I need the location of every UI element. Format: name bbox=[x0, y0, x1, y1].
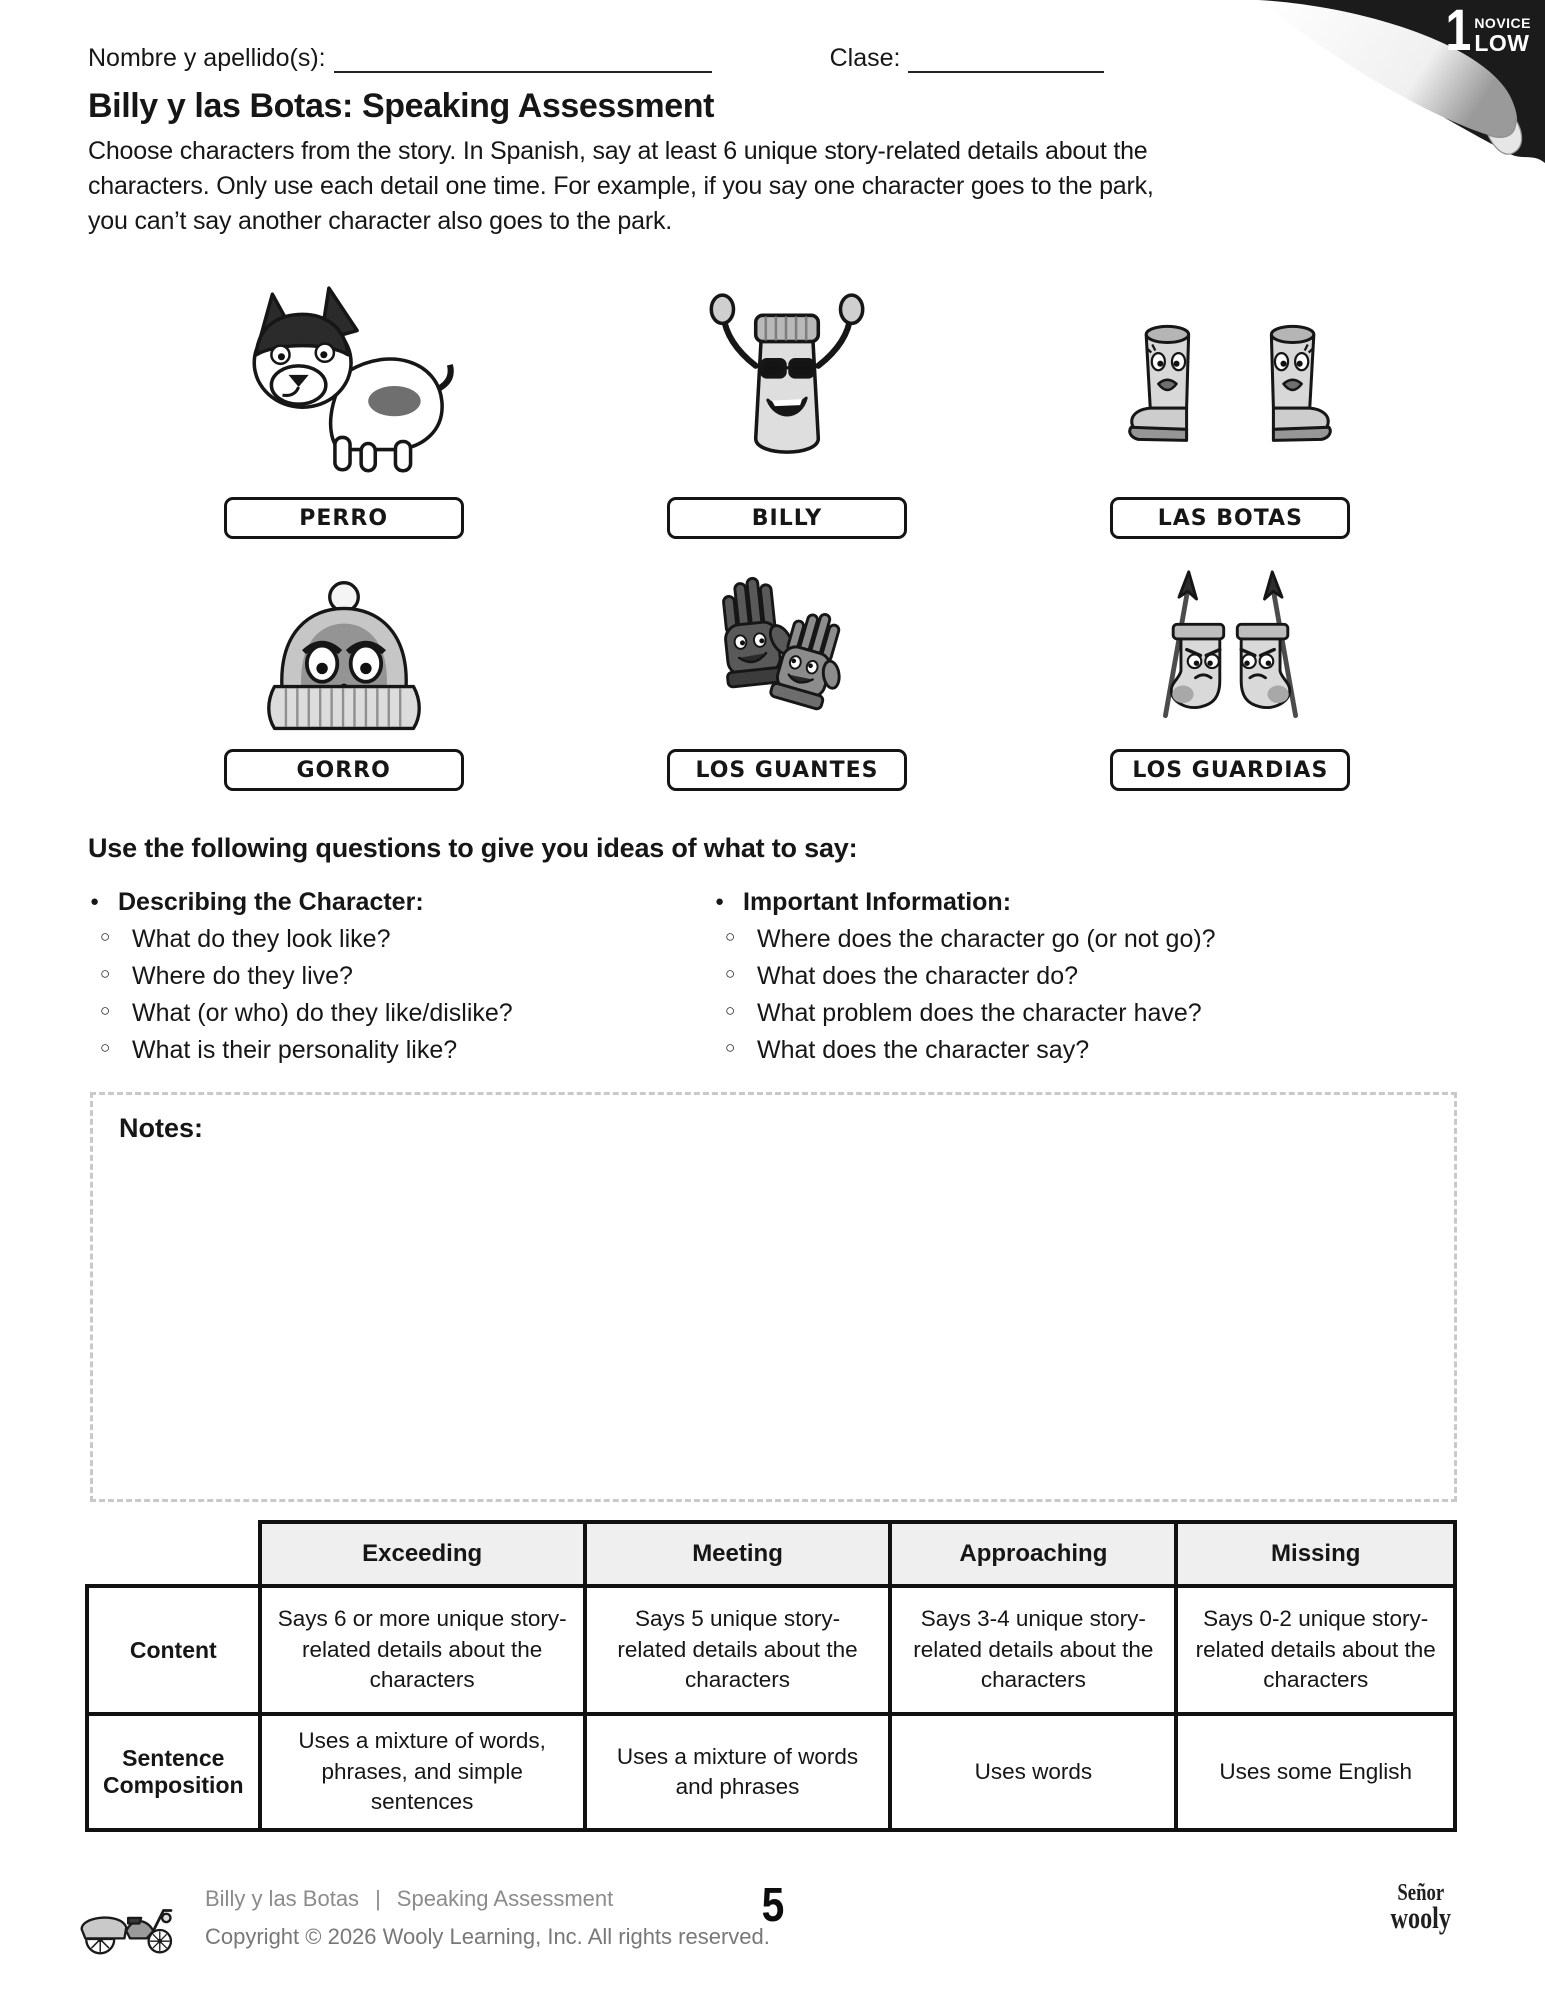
character-label-los-guardias: LOS GUARDIAS bbox=[1110, 749, 1350, 791]
rubric-row-label: Content bbox=[87, 1586, 260, 1714]
question-item: ○ What do they look like? bbox=[88, 923, 713, 955]
question-item: ○ What does the character do? bbox=[713, 960, 1457, 992]
question-group-title: ● Important Information: bbox=[713, 888, 1457, 917]
question-columns bbox=[88, 888, 1457, 1066]
questions-heading: Use the following questions to give you ideas of what to say: bbox=[88, 833, 858, 863]
question-group-describing bbox=[88, 888, 713, 1066]
rubric-table bbox=[85, 1520, 1457, 1832]
character-card-los-guardias bbox=[1009, 559, 1452, 791]
notes-label: Notes: bbox=[119, 1113, 204, 1143]
class-label: Clase: bbox=[829, 44, 901, 72]
rubric-cell: Uses a mixture of words, phrases, and simple sentences bbox=[260, 1714, 585, 1830]
footer-text-block bbox=[205, 1886, 770, 1950]
rubric-empty-corner bbox=[87, 1522, 260, 1586]
character-card-gorro bbox=[122, 559, 565, 791]
footer-doc-title-line bbox=[205, 1886, 770, 1912]
level-number: 1 bbox=[1445, 0, 1471, 63]
character-card-las-botas bbox=[1009, 261, 1452, 539]
character-card-los-guantes bbox=[565, 559, 1008, 791]
page-title: Billy y las Botas: Speaking Assessment bbox=[88, 87, 715, 125]
character-grid bbox=[122, 261, 1452, 791]
question-item: ○ What is their personality like? bbox=[88, 1034, 713, 1066]
billy-sock-icon bbox=[681, 289, 893, 491]
name-label: Nombre y apellido(s): bbox=[88, 44, 326, 72]
rubric-cell: Uses some English bbox=[1176, 1714, 1455, 1830]
page-footer bbox=[0, 1878, 1545, 1988]
rubric-cell: Says 6 or more unique story-related details about the characters bbox=[260, 1586, 585, 1714]
rubric-cell: Says 0-2 unique story-related details about the characters bbox=[1176, 1586, 1455, 1714]
rubric-column-exceeding: Exceeding bbox=[260, 1522, 585, 1586]
senor-wooly-logo bbox=[1390, 1880, 1451, 1935]
footer-separator: | bbox=[375, 1886, 381, 1911]
rubric-row-label: Sentence Composition bbox=[87, 1714, 260, 1830]
notes-area[interactable] bbox=[90, 1092, 1457, 1502]
question-group-important bbox=[713, 888, 1457, 1066]
name-blank-field[interactable] bbox=[334, 45, 712, 73]
question-item: ○ What does the character say? bbox=[713, 1034, 1457, 1066]
guard-socks-icon bbox=[1128, 568, 1333, 743]
rubric-row-sentence-composition bbox=[87, 1714, 1455, 1830]
question-item: ○ What problem does the character have? bbox=[713, 997, 1457, 1029]
footer-doc-subtitle: Speaking Assessment bbox=[396, 1886, 614, 1911]
rubric-column-meeting: Meeting bbox=[585, 1522, 891, 1586]
character-label-billy: BILLY bbox=[667, 497, 907, 539]
question-item: ○ Where do they live? bbox=[88, 960, 713, 992]
boots-icon bbox=[1124, 309, 1336, 491]
character-label-las-botas: LAS BOTAS bbox=[1110, 497, 1350, 539]
level-name bbox=[1474, 16, 1531, 55]
page-number: 5 bbox=[761, 1879, 784, 1932]
motorcycle-icon bbox=[74, 1890, 186, 1962]
question-item: ○ Where does the character go (or not go)? bbox=[713, 923, 1457, 955]
character-card-perro bbox=[122, 261, 565, 539]
dog-icon bbox=[228, 284, 460, 491]
instructions-text: Choose characters from the story. In Spanish, say at least 6 unique story-related details about the characters. Only use each detail one time. For example, if you say one character goes to the park, you can’t say another character also goes to the park. bbox=[88, 137, 1154, 235]
level-name-line1: NOVICE bbox=[1474, 15, 1531, 31]
logo-line2: wooly bbox=[1390, 1899, 1451, 1935]
rubric-row-content bbox=[87, 1586, 1455, 1714]
rubric-column-missing: Missing bbox=[1176, 1522, 1455, 1586]
footer-copyright: Copyright © 2026 Wooly Learning, Inc. All rights reserved. bbox=[205, 1924, 770, 1949]
class-blank-field[interactable] bbox=[908, 45, 1104, 73]
gloves-icon bbox=[684, 568, 889, 743]
question-item: ○ What (or who) do they like/dislike? bbox=[88, 997, 713, 1029]
rubric-cell: Says 3-4 unique story-related details about the characters bbox=[890, 1586, 1176, 1714]
rubric-cell: Says 5 unique story-related details about the characters bbox=[585, 1586, 891, 1714]
question-group-title: ● Describing the Character: bbox=[88, 888, 713, 917]
name-class-row bbox=[88, 44, 1198, 73]
character-label-gorro: GORRO bbox=[224, 749, 464, 791]
character-card-billy bbox=[565, 261, 1008, 539]
beanie-hat-icon bbox=[244, 576, 444, 743]
level-badge bbox=[1245, 0, 1545, 175]
rubric-cell: Uses words bbox=[890, 1714, 1176, 1830]
logo-line1: Señor bbox=[1396, 1880, 1444, 1906]
character-label-perro: PERRO bbox=[224, 497, 464, 539]
character-label-los-guantes: LOS GUANTES bbox=[667, 749, 907, 791]
rubric-cell: Uses a mixture of words and phrases bbox=[585, 1714, 891, 1830]
level-name-line2: LOW bbox=[1474, 30, 1530, 56]
footer-doc-title: Billy y las Botas bbox=[205, 1886, 360, 1911]
rubric-column-approaching: Approaching bbox=[890, 1522, 1176, 1586]
